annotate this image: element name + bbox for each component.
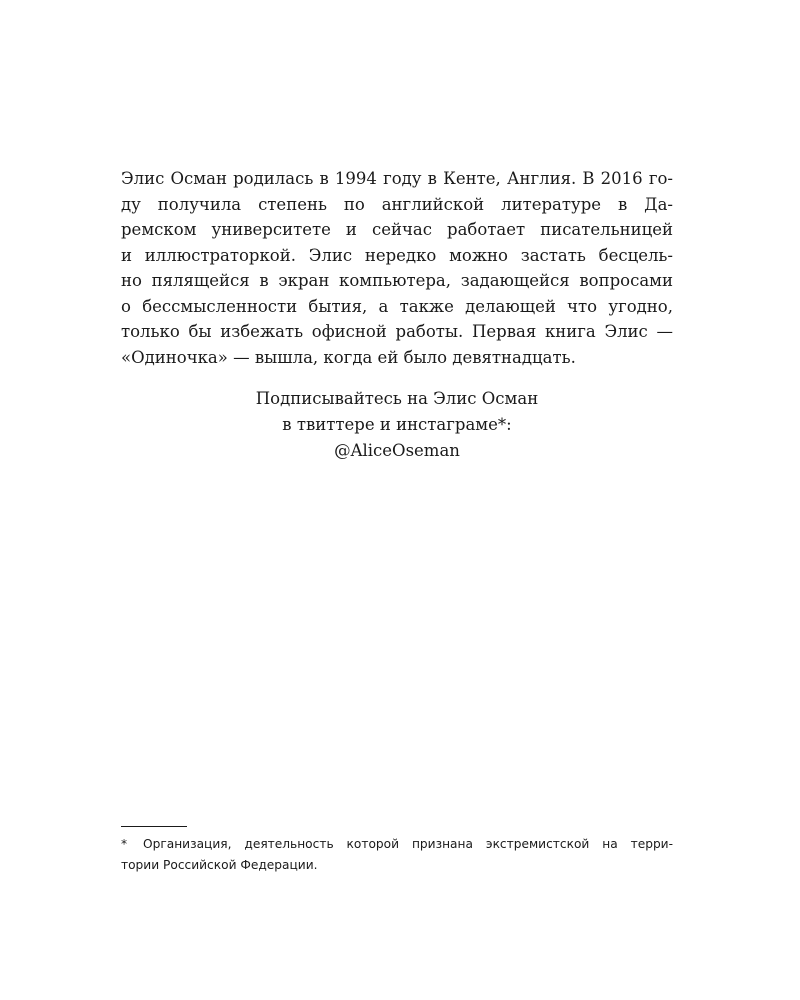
social-handle: @AliceOseman (334, 441, 460, 460)
footnote (121, 834, 673, 876)
bio-line: ремском университете и сейчас работает писательницей (121, 220, 673, 239)
bio-line: но пялящейся в экран компьютера, задающейся вопросами (121, 271, 673, 290)
bio-line: Элис Осман родилась в 1994 году в Кенте, Англия. В 2016 го- (121, 169, 673, 188)
footnote-divider (121, 826, 187, 827)
author-bio (121, 166, 673, 370)
follow-text: Подписывайтесь на Элис Осман (255, 389, 539, 408)
bio-line: «Одиночка» — вышла, когда ей было девятнадцать. (121, 347, 576, 367)
bio-line: только бы избежать офисной работы. Первая книга Элис — (121, 322, 673, 341)
follow-platforms: в твиттере и инстаграме*: (282, 415, 512, 434)
bio-line: о бессмысленности бытия, а также делающей что угодно, (121, 296, 673, 316)
footnote-line (121, 834, 673, 855)
bio-line: и иллюстраторкой. Элис нередко можно застать бесцель- (121, 245, 673, 265)
footnote-marker: * (121, 837, 128, 851)
social-follow-block (121, 386, 673, 464)
footnote-line: тории Российской Федерации. (121, 858, 318, 872)
footnote-text: Организация, деятельность которой признана экстремистской на терри- (143, 837, 673, 851)
bio-line: ду получила степень по английской литературе в Да- (121, 194, 673, 214)
